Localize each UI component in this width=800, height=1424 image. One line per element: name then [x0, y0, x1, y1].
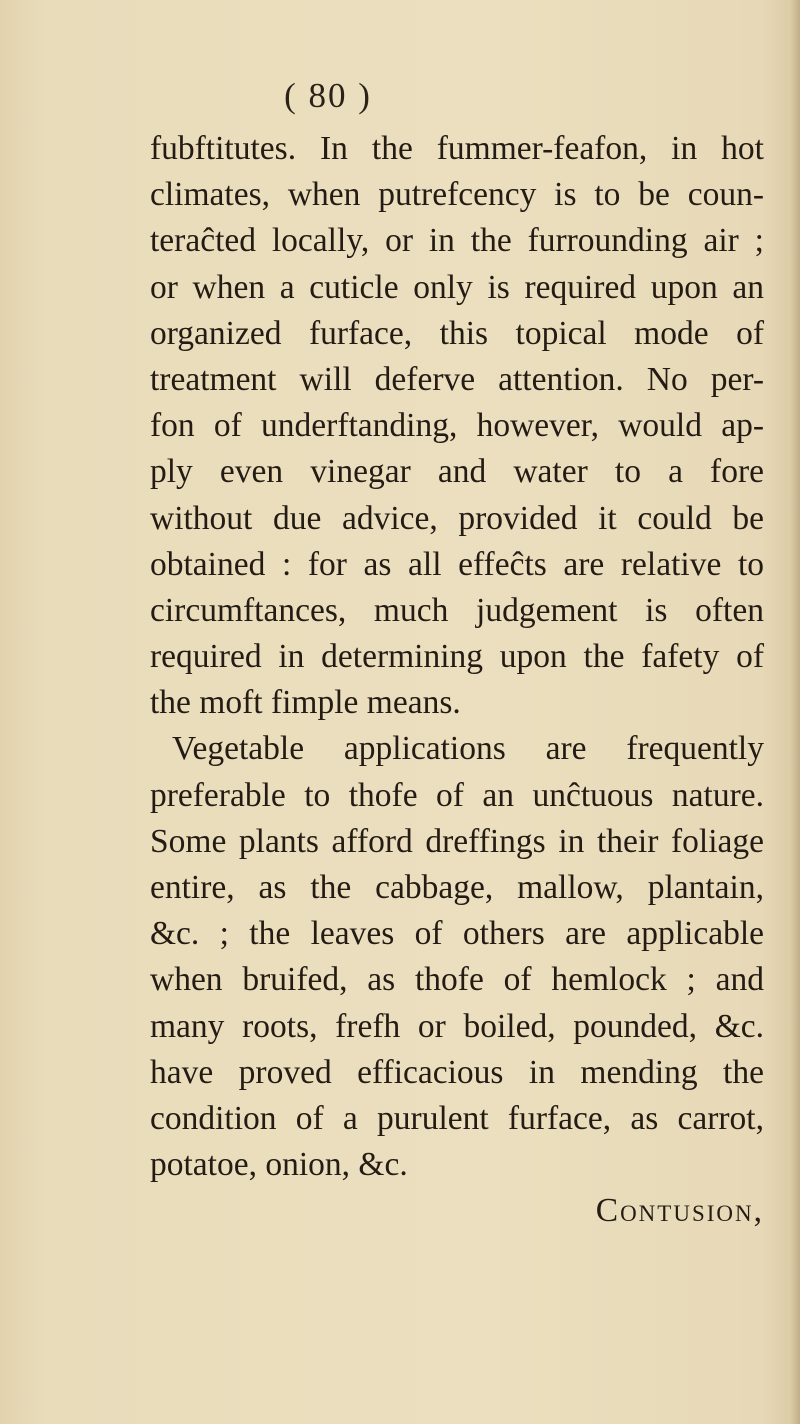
text-line: ply even vinegar and water to a fore: [150, 453, 764, 491]
text-line: the moft fimple means.: [150, 684, 461, 722]
text-line: circumftances, much judgement is often: [150, 591, 764, 629]
body-text: [150, 126, 764, 1235]
text-line: have proved efficacious in mending the: [150, 1053, 764, 1091]
text-line: many roots, frefh or boiled, pounded, &c.: [150, 1007, 764, 1045]
page-number: ( 80 ): [284, 76, 372, 115]
text-line: or when a cuticle only is required upon an: [150, 268, 764, 306]
text-line: &c. ; the leaves of others are applicable: [150, 915, 764, 953]
text-line: entire, as the cabbage, mallow, plantain,: [150, 869, 764, 906]
page-edge-shadow: [790, 0, 800, 1424]
text-line: condition of a purulent furface, as carrot,: [150, 1099, 764, 1137]
text-line: preferable to thofe of an unĉtuous nature.: [150, 776, 764, 814]
text-line: treatment will deferve attention. No per-: [150, 360, 764, 398]
text-line: fon of underftanding, however, would ap-: [150, 407, 764, 445]
text-line: potatoe, onion, &c.: [150, 1146, 408, 1184]
text-line: Some plants afford dreffings in their foliage: [150, 822, 764, 860]
text-line: fubftitutes. In the fummer-feafon, in hot: [150, 130, 764, 167]
text-line: organized furface, this topical mode of: [150, 314, 764, 352]
text-line: without due advice, provided it could be: [150, 499, 764, 537]
text-line: climates, when putrefcency is to be coun-: [150, 176, 764, 214]
text-line: obtained : for as all effeĉts are relative to: [150, 545, 764, 583]
text-line: required in determining upon the fafety of: [150, 638, 764, 676]
text-line: teraĉted locally, or in the furrounding air ;: [150, 222, 764, 260]
text-line: when bruifed, as thofe of hemlock ; and: [150, 961, 764, 999]
catchword: Contusion,: [595, 1192, 764, 1230]
paragraph-start-line: Vegetable applications are frequently: [172, 730, 764, 768]
